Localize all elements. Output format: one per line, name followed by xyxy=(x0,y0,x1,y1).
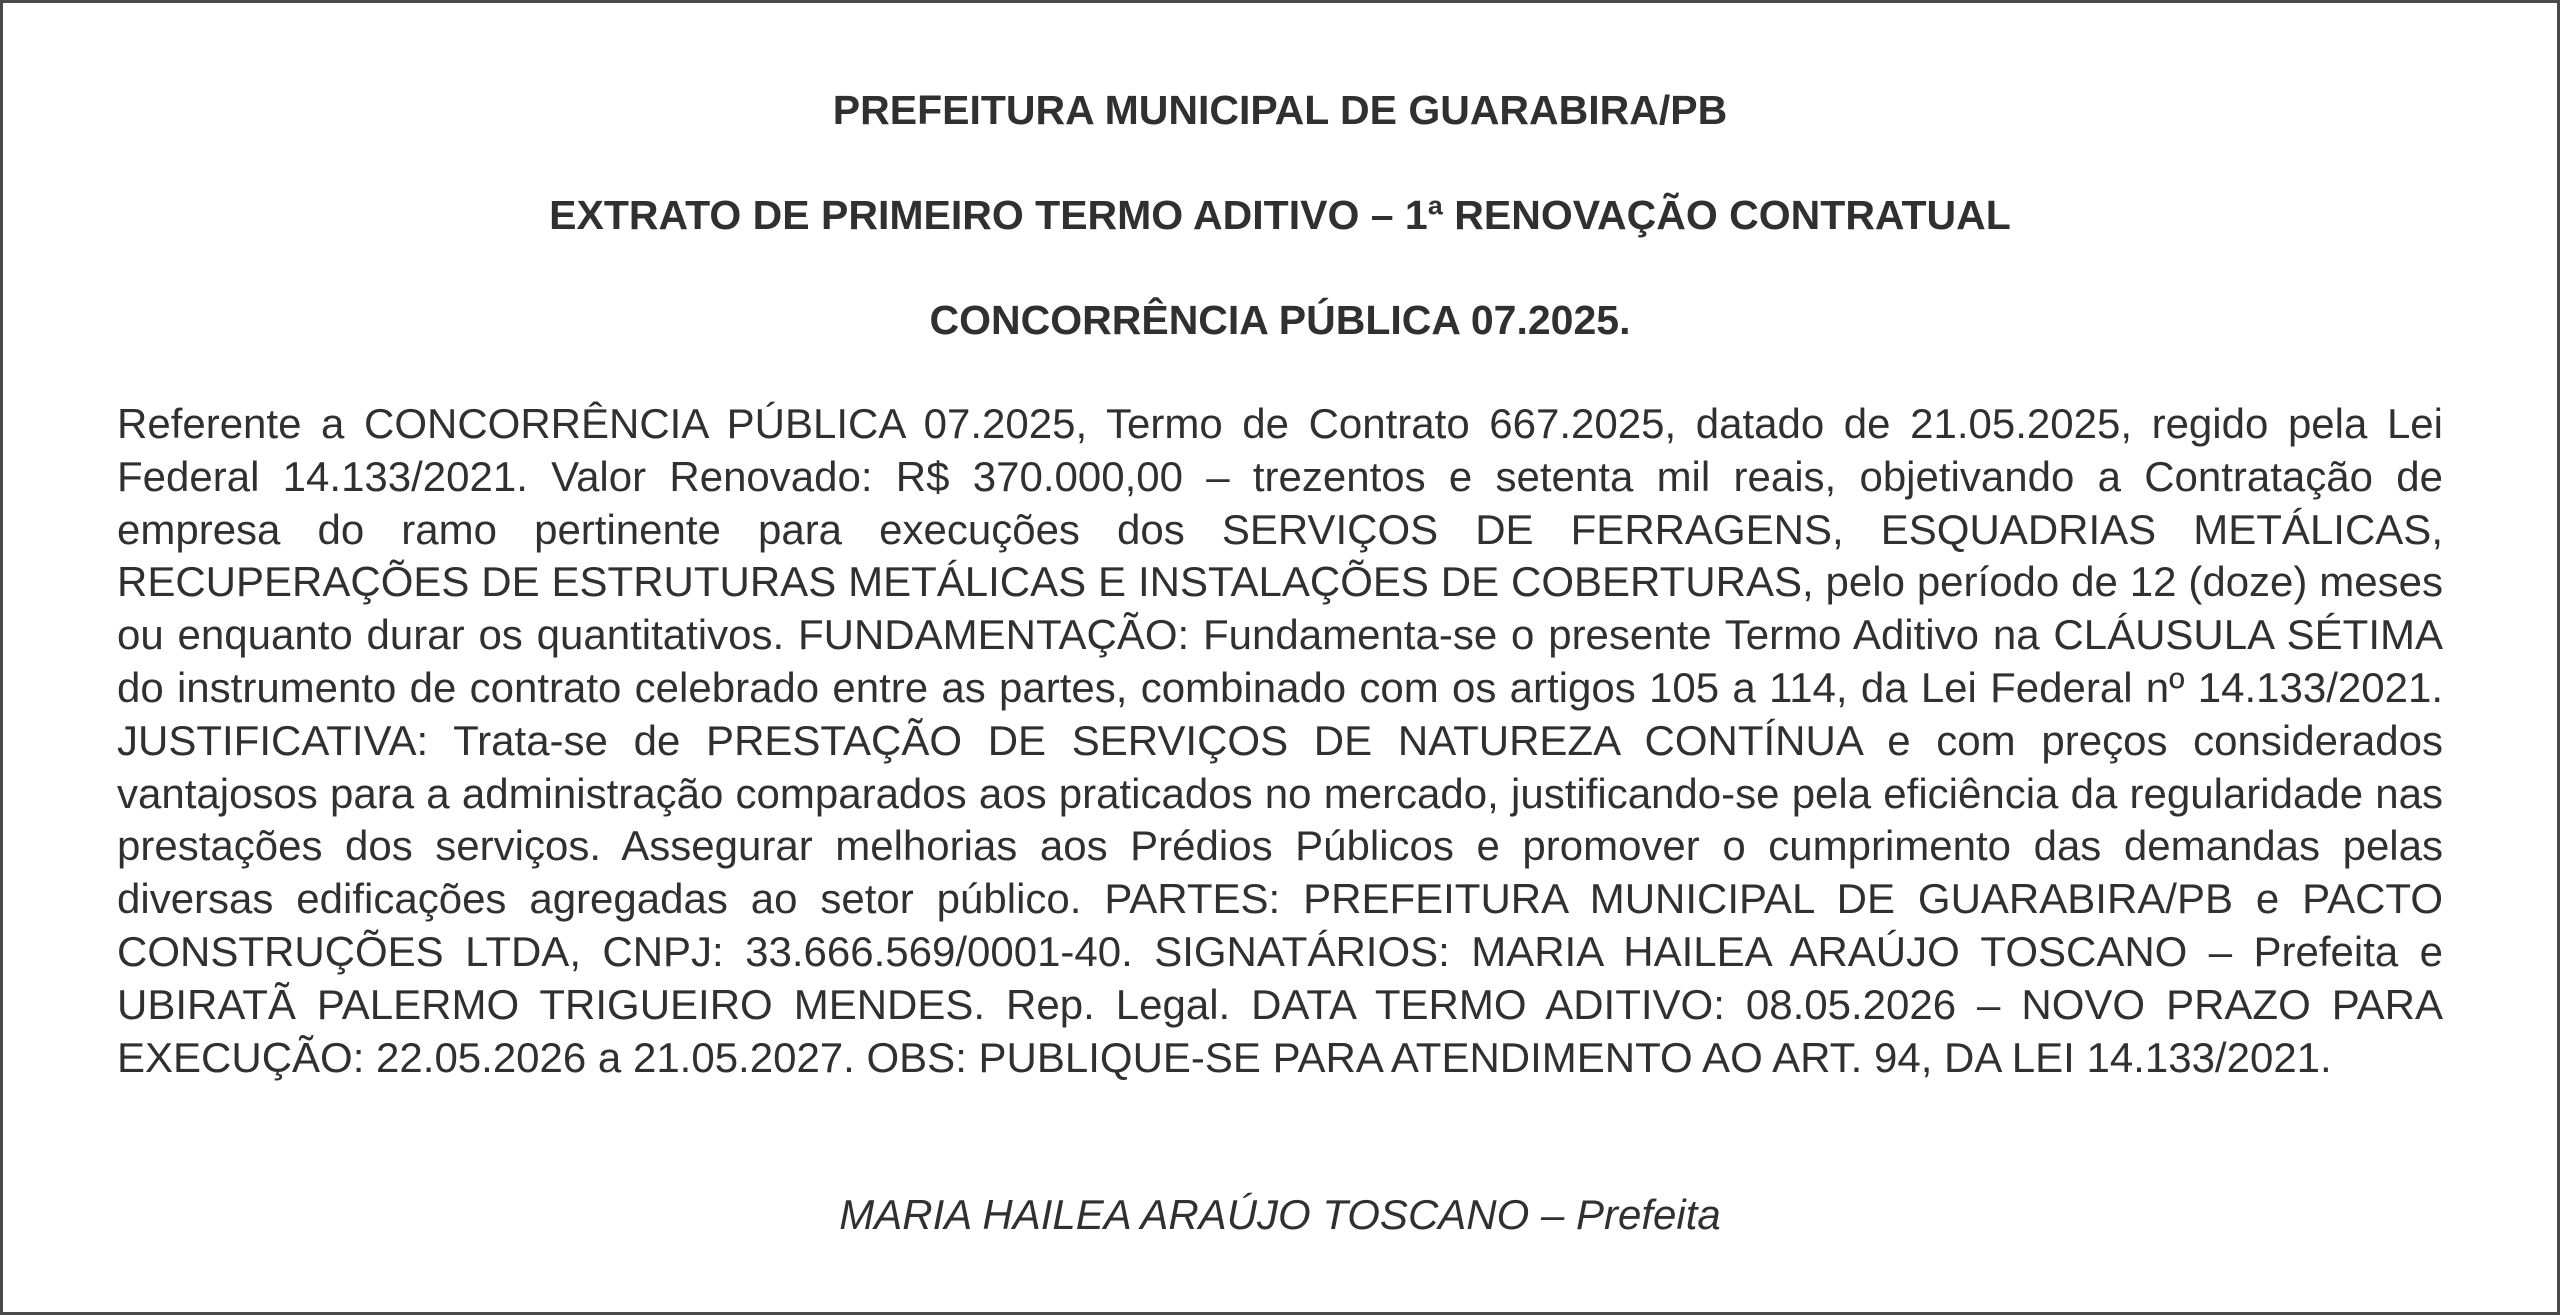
document-title: PREFEITURA MUNICIPAL DE GUARABIRA/PB xyxy=(832,87,1728,133)
document-subtitle: EXTRATO DE PRIMEIRO TERMO ADITIVO – 1ª RENOVAÇÃO CONTRATUAL xyxy=(549,192,2011,238)
extract-body-paragraph: Referente a CONCORRÊNCIA PÚBLICA 07.2025, Termo de Contrato 667.2025, datado de 21.05.2025, regido pela Lei Federal 14.133/2021. Valor Renovado: R$ 370.000,00 – trezentos e setenta mil reais, objetivando a Contratação de empresa do ramo pertinente para execuções dos SERVIÇOS DE FERRAGENS, ESQUADRIAS METÁLICAS, RECUPERAÇÕES DE ESTRUTURAS METÁLICAS E INSTALAÇÕES DE COBERTURAS, pelo período de 12 (doze) meses ou enquanto durar os quantitativos. FUNDAMENTAÇÃO: Fundamenta-se o presente Termo Aditivo na CLÁUSULA SÉTIMA do instrumento de contrato celebrado entre as partes, combinado com os artigos 105 a 114, da Lei Federal nº 14.133/2021. JUSTIFICATIVA: Trata-se de PRESTAÇÃO DE SERVIÇOS DE NATUREZA CONTÍNUA e com preços considerados vantajosos para a administração comparados aos praticados no mercado, justificando-se pela eficiência da regularidade nas prestações dos serviços. Assegurar melhorias aos Prédios Públicos e promover o cumprimento das demandas pelas diversas edificações agregadas ao setor público. PARTES: PREFEITURA MUNICIPAL DE GUARABIRA/PB e PACTO CONSTRUÇÕES LTDA, CNPJ: 33.666.569/0001-40. SIGNATÁRIOS: MARIA HAILEA ARAÚJO TOSCANO – Prefeita e UBIRATÃ PALERMO TRIGUEIRO MENDES. Rep. Legal. DATA TERMO ADITIVO: 08.05.2026 – NOVO PRAZO PARA EXECUÇÃO: 22.05.2026 a 21.05.2027. OBS: PUBLIQUE-SE PARA ATENDIMENTO AO ART. 94, DA LEI 14.133/2021. xyxy=(117,400,2443,1081)
signature-line: MARIA HAILEA ARAÚJO TOSCANO – Prefeita xyxy=(839,1191,1721,1238)
procurement-reference: CONCORRÊNCIA PÚBLICA 07.2025. xyxy=(929,297,1631,343)
